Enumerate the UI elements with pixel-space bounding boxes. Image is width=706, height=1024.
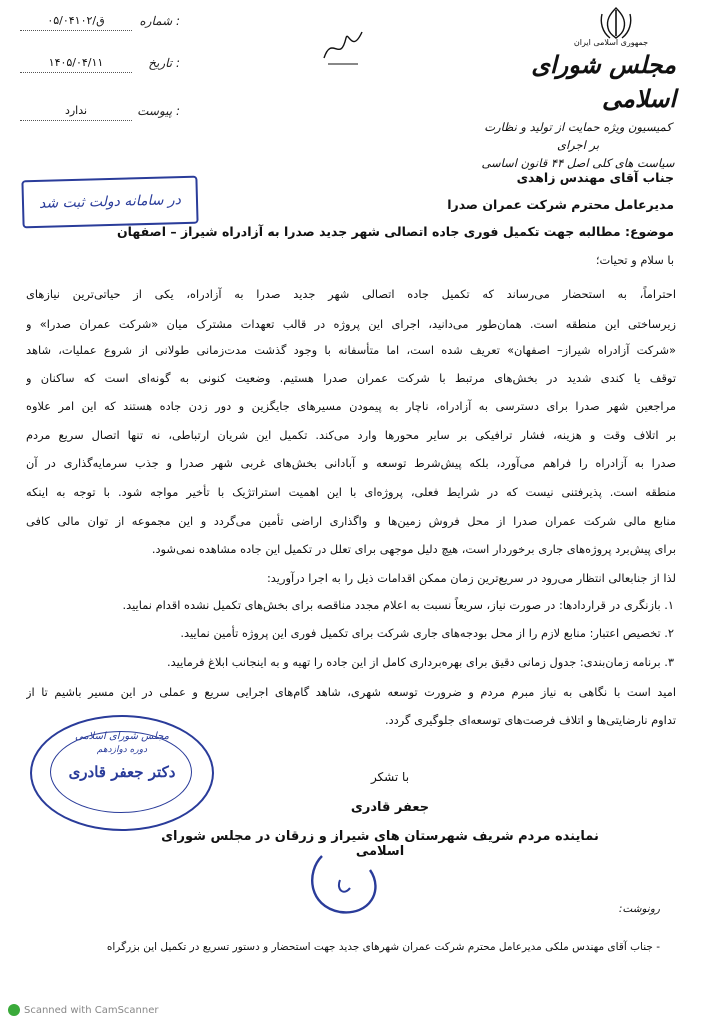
registration-stamp: در سامانه دولت ثبت شد <box>21 176 198 229</box>
body-line: مراجعین شهر صدرا برای دسترسی به آزادراه، ناچار به پیمودن مسیرهای جایگزین و دور زدن جاده هستند که این امر علاوه <box>26 399 676 413</box>
number-value: ۰۵/ق/۰۴۱۰۲ <box>47 14 105 27</box>
scanner-text: Scanned with CamScanner <box>24 1005 159 1016</box>
closing-line: امید است با نگاهی به نیاز مبرم مردم و ضرورت توسعه شهری، شاهد گام‌های اجرایی سریع و عملی در این مسیر باشیم تا از <box>26 685 676 699</box>
commission-line-1: کمیسیون ویژه حمایت از تولید و نظارت بر اجرای <box>484 120 672 152</box>
body-line: بر اتلاف وقت و هزینه، فشار ترافیکی بر سایر محورها وارد می‌کند. تکمیل این شریان ارتباطی، نه تنها اتصال سریع مردم <box>26 428 676 442</box>
date-label: تاریخ : <box>148 56 180 70</box>
action-item-3: ۳. برنامه زمان‌بندی: جدول زمانی دقیق برای بهره‌برداری کامل از این جاده را تهیه و به اینجانب ابلاغ فرمایید. <box>167 655 674 669</box>
parliament-logo <box>486 38 676 116</box>
thanks-text: با تشکر <box>370 770 410 784</box>
number-label: شماره : <box>139 14 180 28</box>
attachment-field <box>20 104 180 126</box>
action-item-2: ۲. تخصیص اعتبار: منابع لازم را از محل بودجه‌های جاری شرکت برای تکمیل فوری این پروژه تأمین نمایید. <box>180 626 674 640</box>
motto-text <box>318 24 323 25</box>
addressee-name: جناب آقای مهندس زاهدی <box>516 170 674 185</box>
number-field <box>20 14 180 36</box>
official-round-stamp <box>30 715 214 831</box>
iran-emblem-icon <box>596 6 636 40</box>
date-field <box>20 56 180 78</box>
action-item-1: ۱. بازنگری در قراردادها: در صورت نیاز، سریعاً نسبت به اعلام مجدد مناقصه برای بخش‌های تکمیل نشده اقدام نمایید. <box>122 598 674 612</box>
stamp-name-text: دکتر جعفر قادری <box>68 763 176 781</box>
handwritten-signature <box>300 850 390 920</box>
brand-title: مجلس شورای اسلامی <box>531 50 676 113</box>
closing-line: تداوم نارضایتی‌ها و اتلاف فرصت‌های توسعه‌ای جلوگیری گردد. <box>384 713 676 727</box>
body-line: زیرساختی این منطقه است. همان‌طور می‌دانید، اجرای این پروژه در قالب تعهدات مشترک میان «شرکت عمران صدرا» و <box>26 317 676 331</box>
attachment-label: پیوست : <box>137 104 180 118</box>
body-line: احتراماً، به استحضار می‌رساند که تکمیل جاده اتصالی شهر جدید صدرا به آزادراه، یکی از حیاتی‌ترین نیازهای <box>26 287 676 301</box>
signer-title: نماینده مردم شریف شهرستان های شیراز و زرقان در مجلس شورای اسلامی <box>161 829 599 859</box>
body-line: منطقه است. پذیرفتنی نیست که در شرایط فعلی، پروژه‌ای با این اهمیت استراتژیک با تأخیر مواجه شود. با توجه به اینکه <box>26 485 676 499</box>
body-line: لذا از جنابعالی انتظار می‌رود در سریع‌ترین زمان ممکن اقدامات ذیل را به اجرا درآورید: <box>266 571 676 585</box>
commission-line-2: سیاست های کلی اصل ۴۴ قانون اساسی <box>481 156 675 170</box>
attachment-underline <box>20 120 132 121</box>
greeting: با سلام و تحیات؛ <box>595 253 674 267</box>
number-underline <box>20 30 132 31</box>
body-line: «شرکت آزادراه شیراز– اصفهان» تعریف شده است، اما متأسفانه با وجود گذشت مدت‌زمانی طولانی از شروع عملیات، شاهد <box>26 343 676 357</box>
camscanner-icon <box>8 1004 20 1016</box>
cc-label: رونوشت: <box>618 903 660 915</box>
signer-name: جعفر قادری <box>350 800 430 815</box>
subject-line: موضوع: مطالبه جهت تکمیل فوری جاده اتصالی شهر جدید صدرا به آزادراه شیراز – اصفهان <box>117 224 674 239</box>
stamp-small-text: دوره دوازدهم <box>96 745 148 755</box>
attachment-value: ندارد <box>64 104 88 117</box>
scanner-watermark <box>8 1004 159 1016</box>
body-line: منابع مالی شرکت عمران صدرا از محل فروش زمین‌ها و واگذاری اراضی تأمین می‌گردد و این مجموعه از توان مالی کافی <box>26 514 676 528</box>
date-value: ۱۴۰۵/۰۴/۱۱ <box>48 56 104 69</box>
brand-small-text: جمهوری اسلامی ایران <box>573 38 649 47</box>
cc-item: - جناب آقای مهندس ملکی مدیرعامل محترم شرکت عمران شهرهای جدید جهت استحضار و دستور تسریع در تکمیل این بزرگراه <box>106 941 660 953</box>
date-underline <box>20 72 132 73</box>
body-line: صدرا به آزادراه را فراهم می‌آورد، بلکه پیش‌شرط توسعه و آبادانی بخش‌های غربی شهر صدرا و جذب سرمایه‌گذاری در آن <box>26 456 676 470</box>
body-line: توقف یا کندی شدید در بخش‌های مرتبط با شرکت عمران صدرا هستیم. وضعیت کنونی به گونه‌ای است که ساکنان و <box>26 371 676 385</box>
addressee-title: مدیرعامل محترم شرکت عمران صدرا <box>447 197 674 212</box>
stamp-top-text: مجلس شورای اسلامی <box>74 731 170 742</box>
body-line: برای پیش‌برد پروژه‌های جاری برخوردار است، هیچ دلیل موجهی برای تعلل در تکمیل این جاده مشاهده نمی‌شود. <box>151 542 676 556</box>
motto-calligraphy <box>318 24 368 68</box>
commission-title <box>478 118 678 172</box>
